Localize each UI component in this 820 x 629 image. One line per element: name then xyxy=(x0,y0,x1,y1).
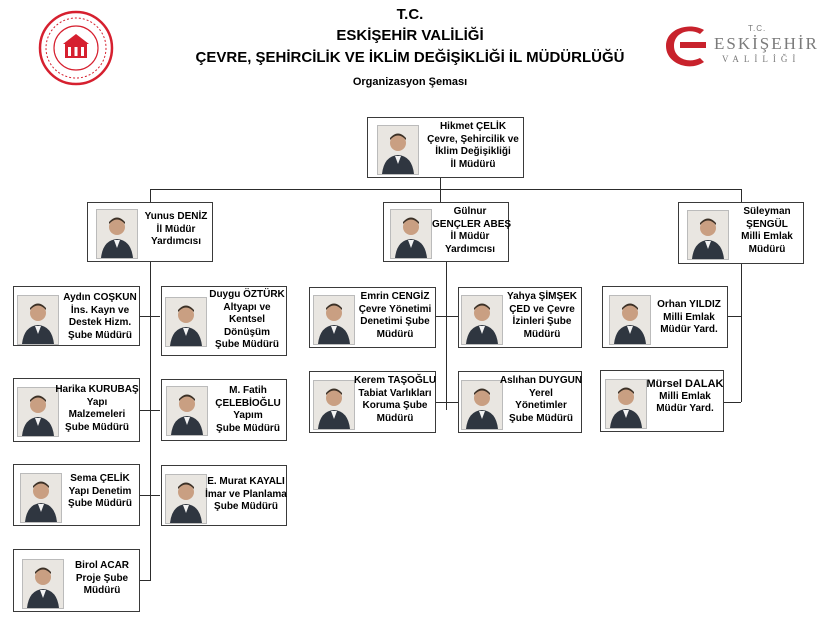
person-info xyxy=(60,292,140,342)
person-title: ÇED ve Çevre xyxy=(509,303,575,315)
person-info xyxy=(499,375,583,425)
person-info xyxy=(354,291,436,341)
person-info xyxy=(64,560,140,598)
person-name: ÇELEBİOĞLU xyxy=(215,397,281,409)
connector-line xyxy=(741,189,742,202)
person-photo xyxy=(609,295,651,345)
deputy-box xyxy=(87,202,213,262)
person-info xyxy=(432,206,512,256)
person-title: Çevre Yönetimi xyxy=(358,303,432,315)
header-directorate: ÇEVRE, ŞEHİRCİLİK VE İKLİM DEĞİŞİKLİĞİ İL MÜDÜRLÜĞÜ xyxy=(195,49,625,66)
branch-box xyxy=(600,370,724,432)
person-title: Müdürü xyxy=(523,328,561,340)
person-name: M. Fatih xyxy=(229,385,267,396)
person-name: Mürsel DALAK xyxy=(646,378,724,390)
connector-line xyxy=(150,262,151,580)
person-info xyxy=(501,291,583,341)
connector-line xyxy=(140,580,151,581)
person-name: Harika KURUBAŞ xyxy=(55,384,139,395)
person-info xyxy=(206,289,288,352)
person-title: Milli Emlak xyxy=(659,390,711,402)
person-title: Milli Emlak xyxy=(741,231,793,242)
connector-line xyxy=(436,402,458,403)
page-title: Organizasyon Şeması xyxy=(352,76,468,88)
deputy-box xyxy=(383,202,512,262)
branch-box xyxy=(161,379,287,441)
person-photo xyxy=(390,209,432,259)
person-info xyxy=(731,206,803,256)
person-title: Destek Hizm. xyxy=(68,317,132,328)
person-name: Emrin CENGİZ xyxy=(360,291,430,302)
branch-box xyxy=(309,371,436,433)
person-title: İzinleri Şube xyxy=(512,316,572,327)
director-box xyxy=(367,117,524,178)
person-title: İl Müdür xyxy=(450,231,490,242)
director-info xyxy=(423,121,523,171)
person-name: Birol ACAR xyxy=(74,560,130,571)
person-photo xyxy=(166,386,208,436)
person-photo xyxy=(605,379,647,429)
person-title: Müdürü xyxy=(376,328,414,340)
person-info xyxy=(645,378,725,416)
person-info xyxy=(54,384,140,434)
branch-box xyxy=(13,378,140,442)
person-name: Hikmet ÇELİK xyxy=(439,121,507,132)
person-photo xyxy=(165,297,207,347)
connector-line xyxy=(150,189,741,190)
branch-box xyxy=(13,464,140,526)
director-photo xyxy=(377,125,419,175)
person-title: Denetimi Şube xyxy=(360,316,430,327)
ministry-seal-icon xyxy=(38,10,114,86)
person-title: Şube Müdürü xyxy=(65,421,129,433)
person-name: Yahya ŞİMŞEK xyxy=(506,291,578,302)
person-title: Yapım xyxy=(233,410,263,421)
branch-box xyxy=(309,287,436,348)
person-info xyxy=(204,476,288,514)
branch-box xyxy=(161,286,287,356)
person-info xyxy=(651,299,727,337)
right-logo-sub: VALİLİĞİ xyxy=(722,54,801,64)
person-title: Şube Müdürü xyxy=(215,339,279,350)
person-title: Dönüşüm xyxy=(223,326,271,338)
person-title: Kentsel xyxy=(228,314,266,325)
connector-line xyxy=(436,316,458,317)
person-title: Müdürü xyxy=(748,243,786,255)
branch-box xyxy=(602,286,728,348)
connector-line xyxy=(140,316,160,317)
person-photo xyxy=(17,387,59,437)
person-photo xyxy=(20,473,62,523)
person-name: Orhan YILDIZ xyxy=(657,299,721,310)
person-info xyxy=(354,375,436,425)
right-logo-tc: T.C. xyxy=(748,24,767,33)
person-info xyxy=(140,211,212,249)
connector-line xyxy=(741,264,742,402)
person-title: Şube Müdürü xyxy=(509,412,573,424)
person-photo xyxy=(313,295,355,345)
connector-line xyxy=(140,495,160,496)
connector-line xyxy=(150,189,151,202)
branch-box xyxy=(161,465,287,526)
person-title: Malzemeleri xyxy=(68,409,126,420)
person-title: Müdür Yard. xyxy=(660,324,718,335)
person-info xyxy=(60,473,140,511)
connector-line xyxy=(440,189,441,202)
person-title: Müdürü xyxy=(376,412,414,424)
person-name: Süleyman xyxy=(743,206,791,217)
branch-box xyxy=(13,286,140,346)
connector-line xyxy=(446,262,447,410)
person-name: Gülnur xyxy=(453,206,487,217)
person-name: Sema ÇELİK xyxy=(70,473,130,484)
connector-line xyxy=(724,402,741,403)
connector-line xyxy=(140,410,160,411)
person-photo xyxy=(461,295,503,345)
person-title: Tabiat Varlıkları xyxy=(358,387,432,399)
person-name: Yunus DENİZ xyxy=(144,211,208,222)
person-name: ŞENGÜL xyxy=(746,218,788,230)
person-photo xyxy=(461,380,503,430)
person-photo xyxy=(687,210,729,260)
branch-box xyxy=(458,371,582,433)
connector-line xyxy=(728,316,741,317)
person-title: Milli Emlak xyxy=(663,311,715,323)
person-title: Çevre, Şehircilik ve xyxy=(427,133,519,145)
person-photo xyxy=(165,474,207,524)
person-name: Duygu ÖZTÜRK xyxy=(209,289,285,300)
person-title: Proje Şube xyxy=(75,572,129,584)
person-title: Altyapı ve xyxy=(223,301,271,313)
person-title: Koruma Şube xyxy=(362,400,428,411)
person-title: İklim Değişikliği xyxy=(435,146,511,157)
person-title: İl Müdürü xyxy=(450,158,496,170)
right-logo-name: ESKİŞEHİR xyxy=(714,34,819,53)
branch-box xyxy=(458,287,582,348)
person-title: İns. Kayn ve xyxy=(70,304,130,316)
person-title: İl Müdür xyxy=(156,223,196,235)
person-title: Şube Müdürü xyxy=(216,422,280,434)
person-name: Aydın COŞKUN xyxy=(63,292,137,303)
person-name: E. Murat KAYALI xyxy=(207,476,285,487)
person-photo xyxy=(313,380,355,430)
person-title: Yerel xyxy=(529,387,553,399)
person-photo xyxy=(17,295,59,345)
person-title: Müdürü xyxy=(83,585,121,596)
person-info xyxy=(208,385,288,435)
branch-box xyxy=(13,549,140,612)
person-title: Yapı xyxy=(86,396,108,408)
person-photo xyxy=(96,209,138,259)
person-title: Müdür Yard. xyxy=(656,403,714,414)
deputy-box xyxy=(678,202,804,264)
person-title: Yardımcısı xyxy=(444,243,496,255)
person-title: Şube Müdürü xyxy=(214,501,278,512)
header-tc: T.C. xyxy=(396,6,424,23)
header-governorship: ESKİŞEHİR VALİLİĞİ xyxy=(336,27,484,44)
person-title: Şube Müdürü xyxy=(68,329,132,341)
person-name: GENÇLER ABEŞ xyxy=(432,218,512,230)
person-title: Yönetimler xyxy=(515,400,567,411)
person-name: Kerem TAŞOĞLU xyxy=(354,375,437,386)
person-photo xyxy=(22,559,64,609)
person-title: Şube Müdürü xyxy=(68,498,132,509)
person-name: Aslıhan DUYGUN xyxy=(499,375,583,386)
person-title: İmar ve Planlama xyxy=(205,488,287,500)
person-title: Yapı Denetim xyxy=(68,485,132,497)
person-title: Yardımcısı xyxy=(150,236,202,247)
